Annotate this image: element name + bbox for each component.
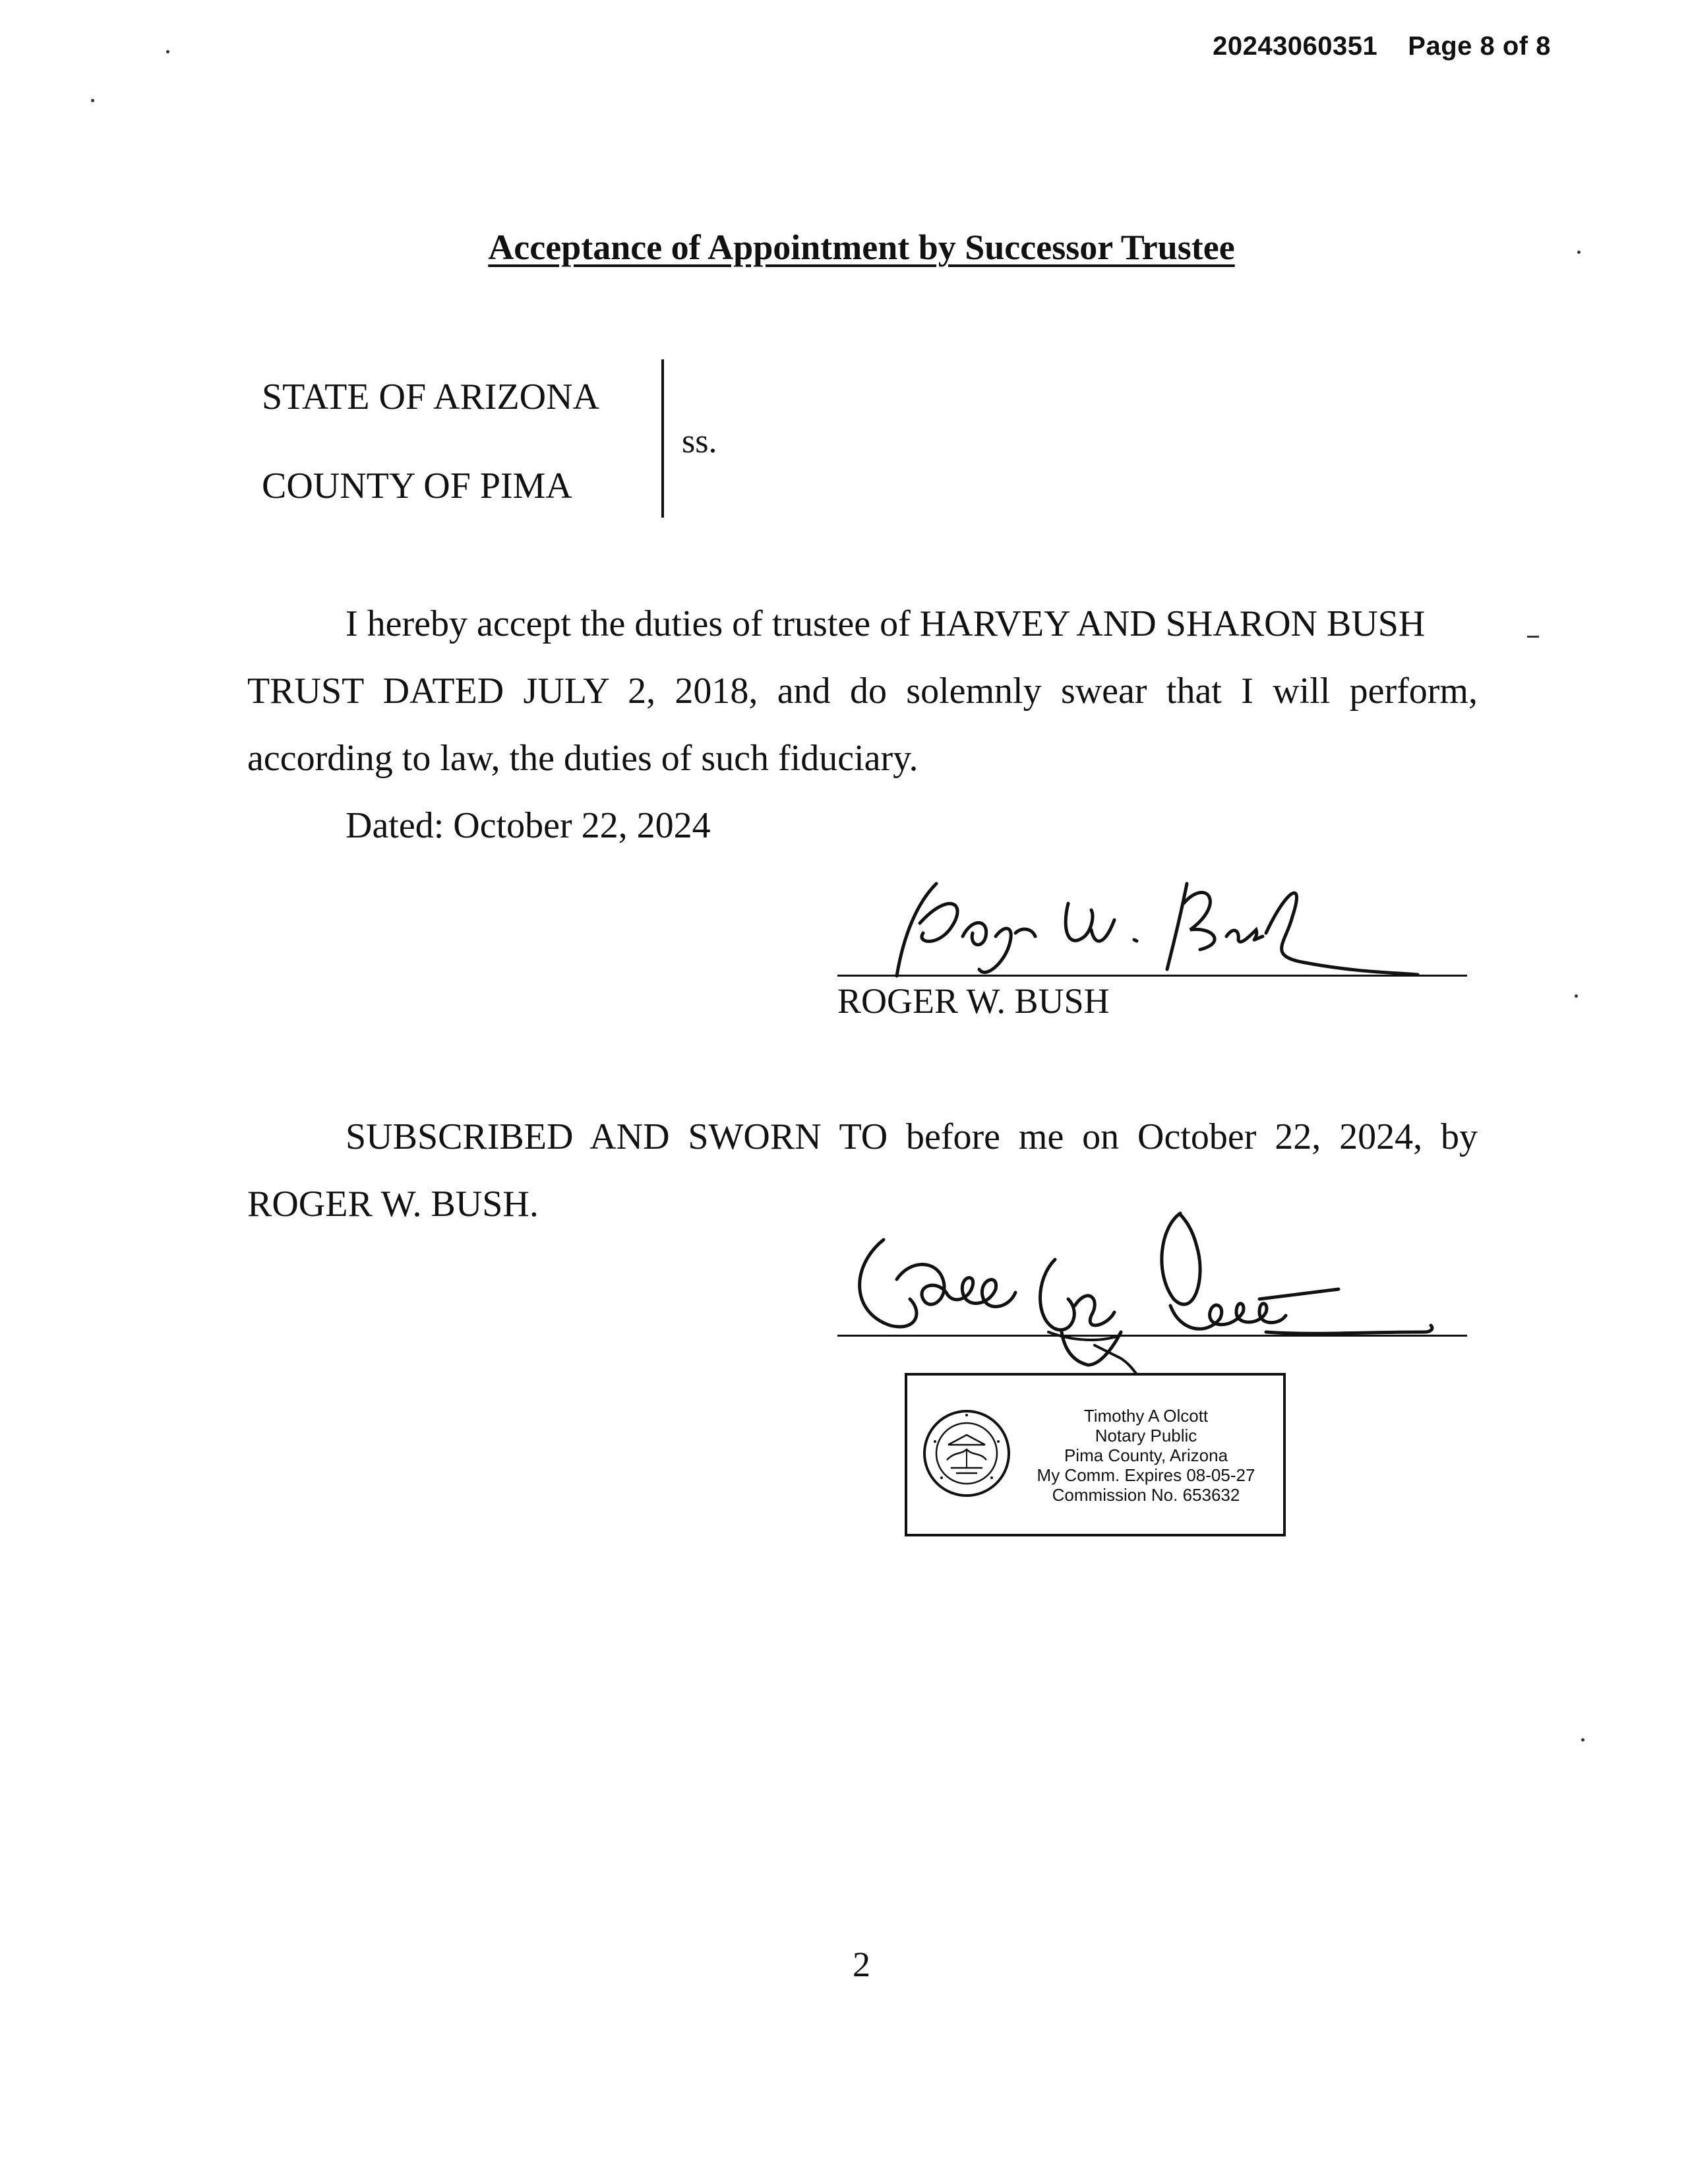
notary-signature-line <box>837 1335 1467 1337</box>
scan-speck <box>91 99 94 102</box>
scan-speck <box>1527 636 1539 638</box>
jurat-line-2: ROGER W. BUSH. <box>247 1184 539 1225</box>
scan-speck <box>1577 251 1581 254</box>
acceptance-line-1: I hereby accept the duties of trustee of HARVEY AND SHARON BUSH <box>346 603 1426 644</box>
page-indicator: Page 8 of 8 <box>1408 32 1551 61</box>
notary-commission-expiry: My Comm. Expires 08-05-27 <box>1037 1465 1255 1485</box>
jurat-line-1: SUBSCRIBED AND SWORN TO before me on October 22, 2024, by <box>346 1116 1478 1157</box>
acceptance-line-2: TRUST DATED JULY 2, 2018, and do solemnly swear that I will perform, <box>247 671 1478 712</box>
notary-stamp <box>905 1373 1286 1536</box>
notary-stamp-text <box>1014 1406 1278 1505</box>
document-title: Acceptance of Appointment by Successor Trustee <box>488 228 1235 267</box>
venue-bracket <box>661 359 664 518</box>
venue-state: STATE OF ARIZONA <box>262 377 599 417</box>
scan-speck <box>1581 1738 1584 1742</box>
notary-title: Notary Public <box>1095 1426 1197 1445</box>
notary-commission-number: Commission No. 653632 <box>1052 1485 1240 1505</box>
acceptance-date: Dated: October 22, 2024 <box>346 805 711 846</box>
venue-ss: ss. <box>682 423 717 460</box>
document-number: 20243060351 <box>1213 32 1378 61</box>
notary-county: Pima County, Arizona <box>1064 1445 1228 1465</box>
acceptance-line-3: according to law, the duties of such fiduciary. <box>247 738 919 779</box>
arizona-state-seal-icon <box>922 1409 1011 1498</box>
trustee-name: ROGER W. BUSH <box>837 981 1110 1021</box>
trustee-signature-line <box>837 975 1467 977</box>
venue-county: COUNTY OF PIMA <box>262 466 572 506</box>
scan-speck <box>1575 994 1578 998</box>
recording-header <box>1213 32 1551 61</box>
notary-signature <box>837 1200 1470 1378</box>
page-number: 2 <box>853 1945 870 1984</box>
scan-speck <box>166 50 169 53</box>
notary-name: Timothy A Olcott <box>1083 1406 1209 1426</box>
